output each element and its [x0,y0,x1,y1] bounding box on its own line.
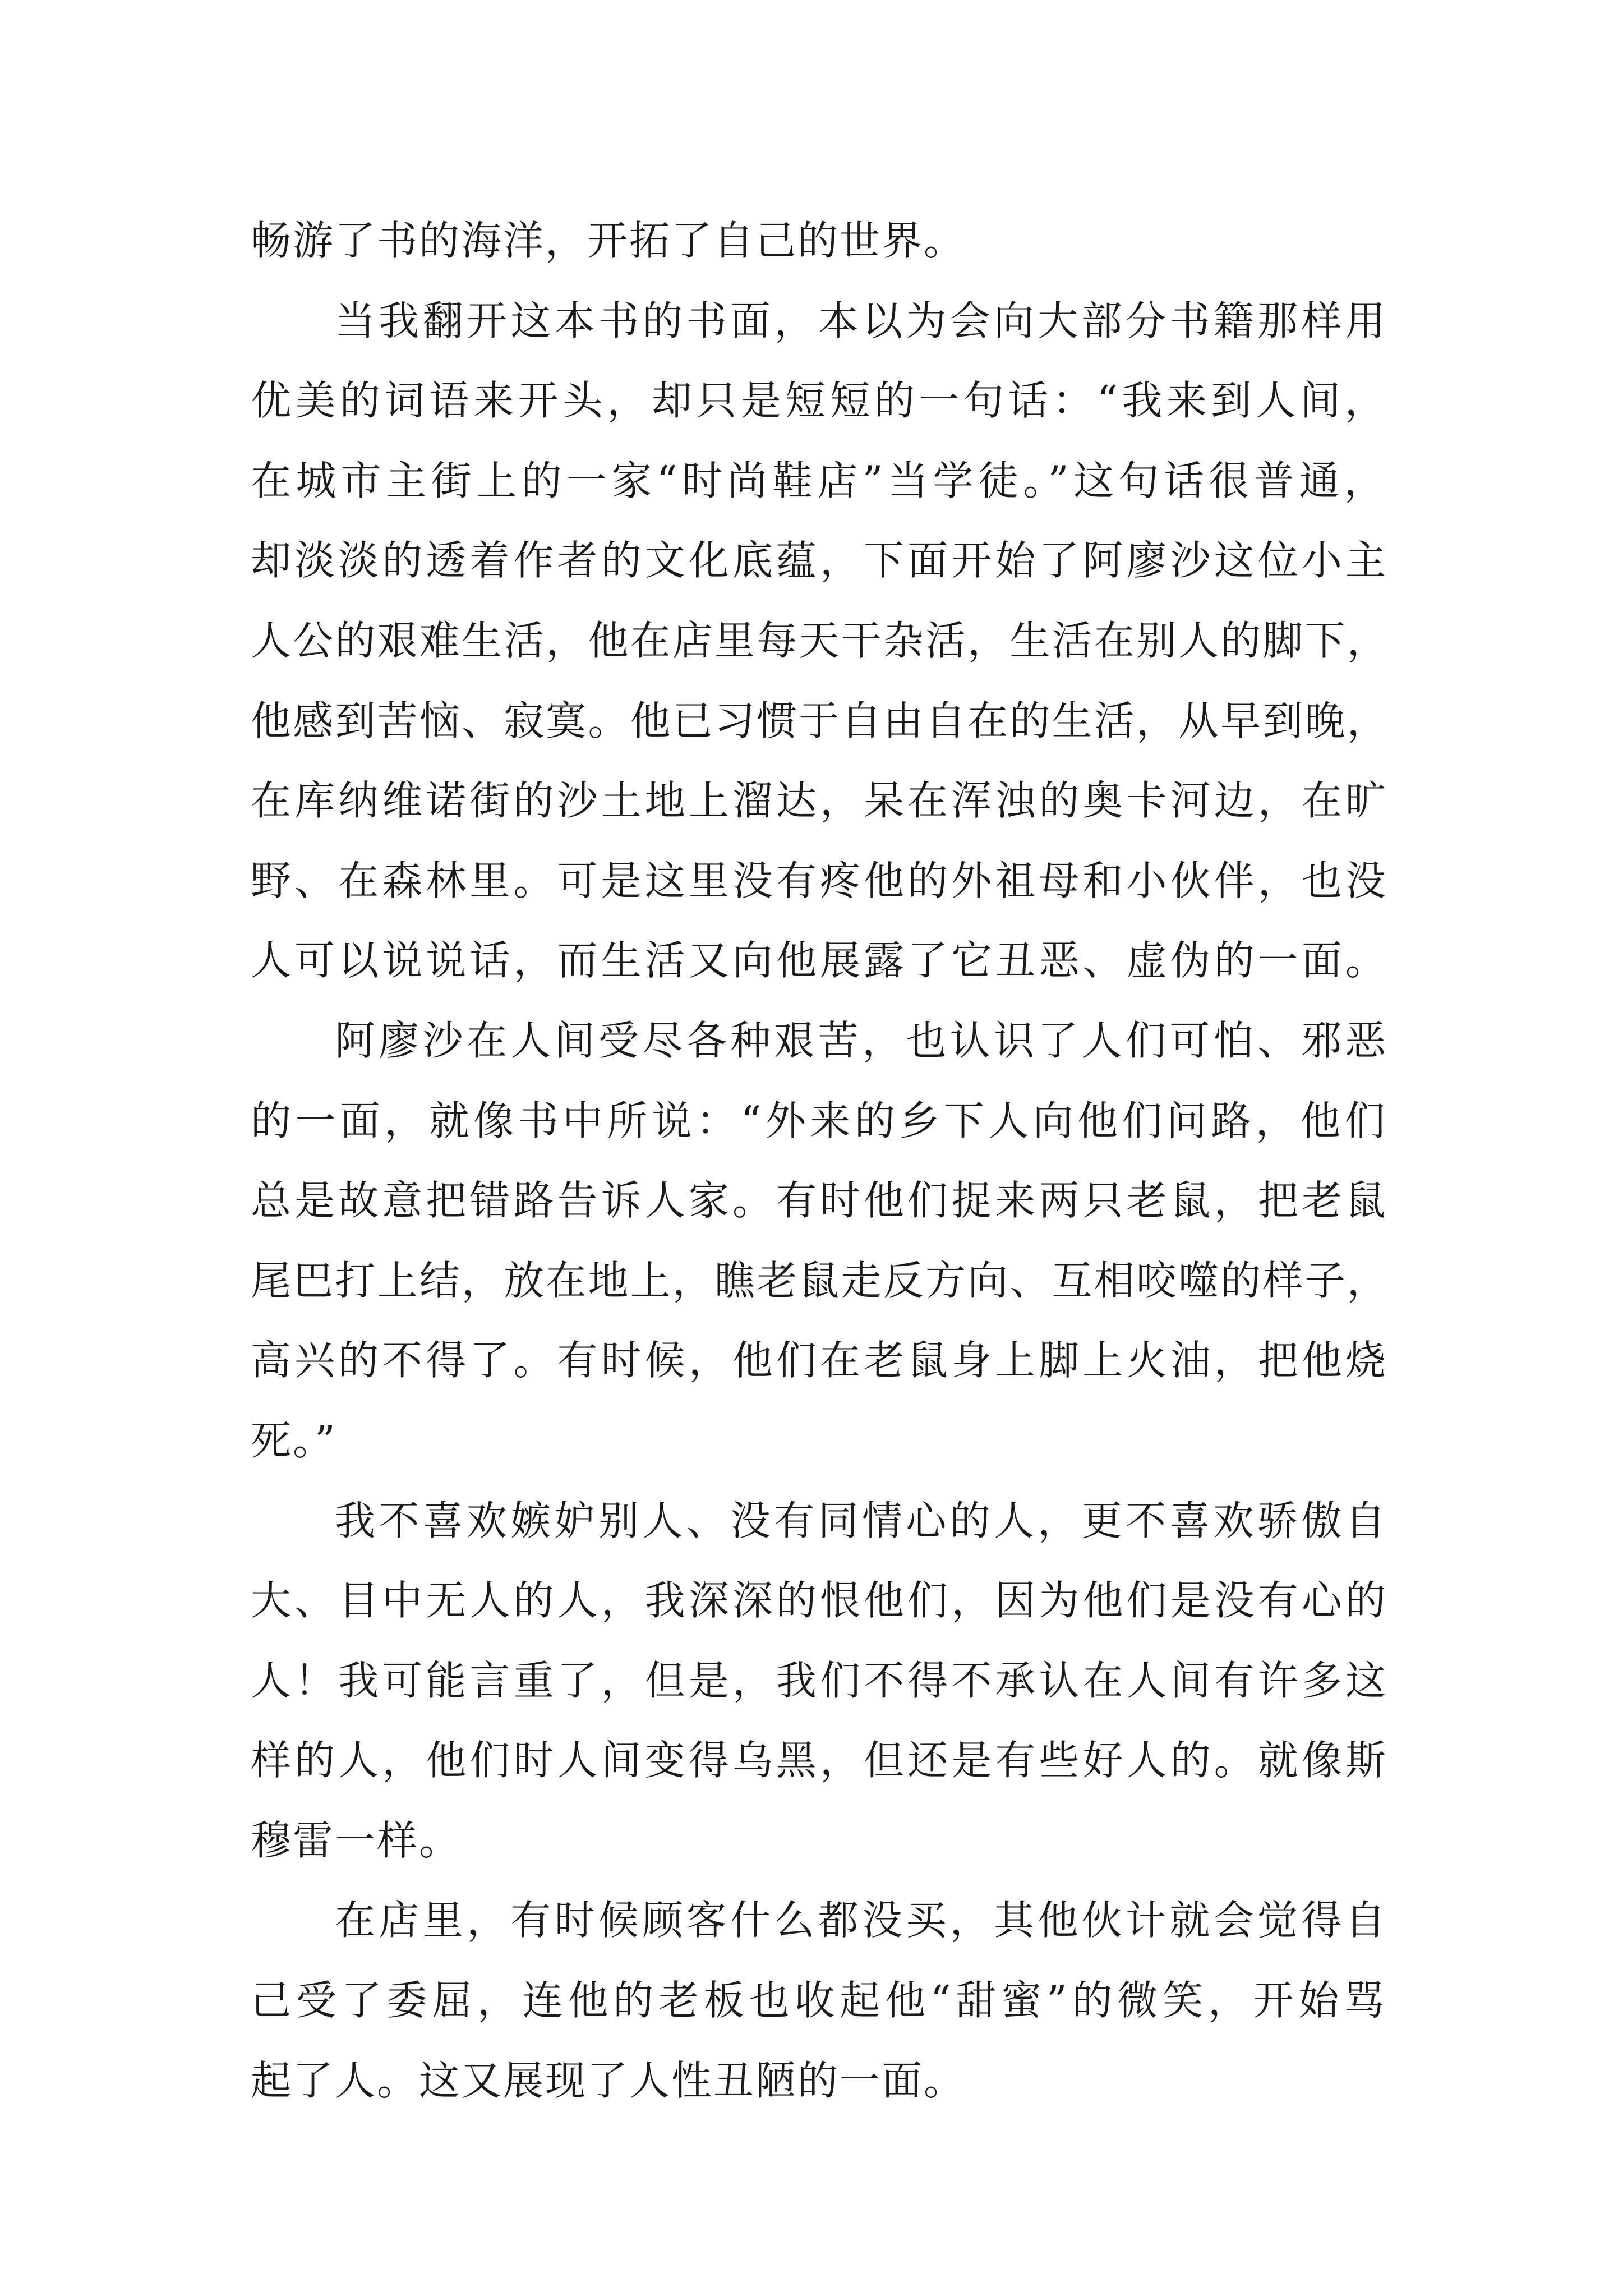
text-line: 高兴的不得了。有时候，他们在老鼠身上脚上火油，把他烧 [251,1337,1389,1384]
text-line: 畅游了书的海洋，开拓了自己的世界。 [251,217,966,264]
paragraph-first-line: 当我翻开这本书的书面，本以为会向大部分书籍那样用 [335,297,1389,344]
text-line: 的一面，就像书中所说：“外来的乡下人向他们问路，他们 [251,1097,1389,1144]
paragraph-first-line: 在店里，有时候顾客什么都没买，其他伙计就会觉得自 [335,1897,1389,1944]
text-line: 人！我可能言重了，但是，我们不得不承认在人间有许多这 [251,1657,1389,1704]
text-line: 人公的艰难生活，他在店里每天干杂活，生活在别人的脚下， [251,616,1389,664]
paragraph-first-line: 我不喜欢嫉妒别人、没有同情心的人，更不喜欢骄傲自 [335,1497,1389,1544]
text-line: 人可以说说话，而生活又向他展露了它丑恶、虚伪的一面。 [251,937,1389,984]
text-line: 却淡淡的透着作者的文化底蕴，下面开始了阿廖沙这位小主 [251,537,1389,585]
text-line: 大、目中无人的人，我深深的恨他们，因为他们是没有心的 [251,1577,1389,1625]
text-line: 他感到苦恼、寂寞。他已习惯于自由自在的生活，从早到晚， [251,697,1389,744]
text-line: 起了人。这又展现了人性丑陋的一面。 [251,2056,966,2104]
text-line: 优美的词语来开头，却只是短短的一句话：“我来到人间， [251,377,1389,425]
text-line: 死。” [251,1416,337,1464]
text-line: 在库纳维诺街的沙土地上溜达，呆在浑浊的奥卡河边，在旷 [251,777,1389,825]
text-line: 在城市主街上的一家“时尚鞋店”当学徒。”这句话很普通， [251,457,1389,504]
text-line: 总是故意把错路告诉人家。有时他们捉来两只老鼠，把老鼠 [251,1177,1389,1225]
text-line: 野、在森林里。可是这里没有疼他的外祖母和小伙伴，也没 [251,857,1389,904]
paragraph-first-line: 阿廖沙在人间受尽各种艰苦，也认识了人们可怕、邪恶 [335,1016,1389,1064]
text-line: 己受了委屈，连他的老板也收起他“甜蜜”的微笑，开始骂 [251,1977,1389,2024]
text-line: 穆雷一样。 [251,1816,462,1864]
body-text [251,201,1389,2120]
text-line: 尾巴打上结，放在地上，瞧老鼠走反方向、互相咬噬的样子， [251,1257,1389,1304]
text-line: 样的人，他们时人间变得乌黑，但还是有些好人的。就像斯 [251,1737,1389,1784]
